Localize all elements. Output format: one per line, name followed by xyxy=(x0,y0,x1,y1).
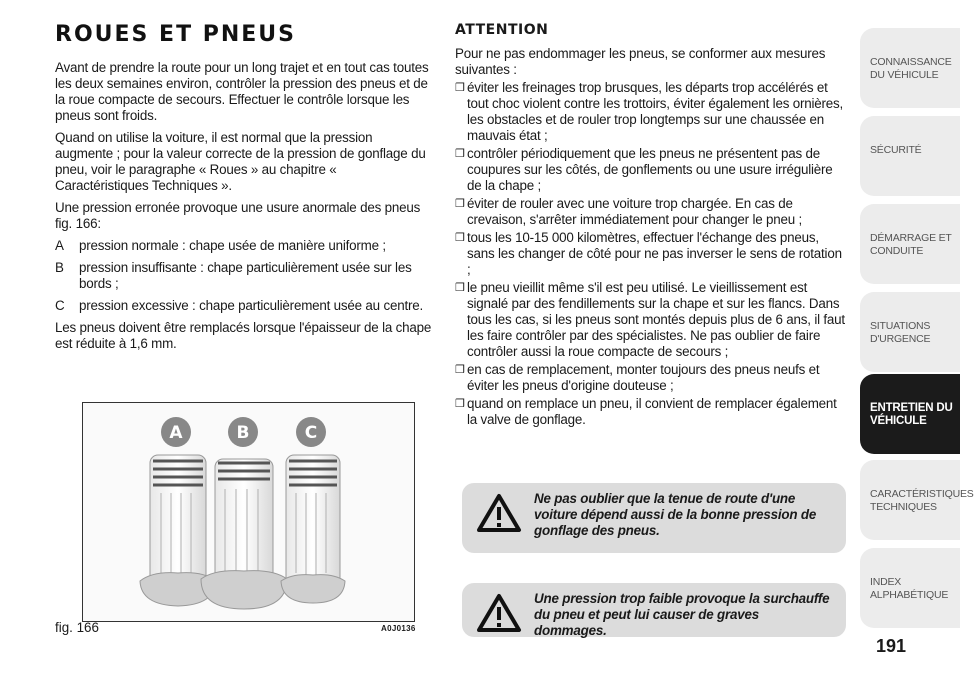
checkbox-icon: ❒ xyxy=(455,282,465,294)
list-item: ❒ éviter de rouler avec une voiture trop chargée. En cas de crevaison, s'arrêter immédiatement pour changer le pneu ; xyxy=(455,196,803,227)
definition-item xyxy=(55,238,433,254)
label-a-text: A xyxy=(169,423,183,443)
tab-securite[interactable]: SÉCURITÉ xyxy=(860,116,960,196)
list-item: ❒ en cas de remplacement, monter toujours des pneus neufs et éviter les pneus d'origine douteuse ; xyxy=(455,362,820,393)
list-item: ❒ le pneu vieillit même s'il est peu utilisé. Le vieillissement est signalé par des fendillements sur la chape et sur les flancs. Dans tous les cas, si les pneus sont montés depuis plus de 6 ans, il faut les faire contrôler par des spécialistes. Ne pas oublier de faire contrôler aussi la roue compacte de secours ; xyxy=(455,280,845,359)
definition-item xyxy=(55,260,433,292)
tab-entretien-vehicule[interactable]: ENTRETIEN DU VÉHICULE xyxy=(860,374,960,454)
definition-item xyxy=(55,298,433,314)
warning-box xyxy=(462,483,846,553)
tab-caracteristiques-techniques[interactable]: CARACTÉRISTIQUES TECHNIQUES xyxy=(860,460,960,540)
page-title: ROUES ET PNEUS xyxy=(55,22,297,47)
list-item: ❒ tous les 10-15 000 kilomètres, effectuer l'échange des pneus, sans les changer de côté pour ne pas inverser le sens de rotation ; xyxy=(455,230,842,277)
checkbox-icon: ❒ xyxy=(455,364,465,376)
left-column xyxy=(55,60,433,358)
page-number: 191 xyxy=(876,636,907,656)
definition-text: pression normale : chape usée de manière uniforme ; xyxy=(79,238,386,253)
tire-b xyxy=(201,459,287,609)
label-b xyxy=(228,417,258,447)
pressure-paragraph: Quand on utilise la voiture, il est normal que la pression augmente ; pour la valeur correcte de la pression de gonflage du pneu, voir le paragraphe « Roues » au chapitre « Caractéristiques Techniques ». xyxy=(55,130,426,193)
tab-connaissance-vehicule[interactable]: CONNAISSANCE DU VÉHICULE xyxy=(860,28,960,108)
figure-code: A0J0136 xyxy=(381,624,416,633)
checkbox-icon: ❒ xyxy=(455,232,465,244)
definition-list xyxy=(55,238,433,314)
figure-caption: fig. 166 xyxy=(55,620,99,635)
definition-text: pression excessive : chape particulièrement usée au centre. xyxy=(79,298,423,313)
definition-key: A xyxy=(55,238,64,253)
closing-paragraph: Les pneus doivent être remplacés lorsque l'épaisseur de la chape est réduite à 1,6 mm. xyxy=(55,320,432,351)
tire-c xyxy=(281,455,345,603)
right-column xyxy=(455,22,848,430)
checkbox-icon: ❒ xyxy=(455,198,465,210)
tab-index-alphabetique[interactable]: INDEX ALPHABÉTIQUE xyxy=(860,548,960,628)
attention-list xyxy=(455,80,848,428)
label-b-text: B xyxy=(236,423,250,443)
warning-triangle-icon xyxy=(476,493,522,533)
definition-key: B xyxy=(55,260,64,275)
attention-intro: Pour ne pas endommager les pneus, se conformer aux mesures suivantes : xyxy=(455,46,826,77)
checkbox-icon: ❒ xyxy=(455,148,465,160)
attention-heading: ATTENTION xyxy=(455,22,549,38)
label-c-text: C xyxy=(304,423,318,443)
checkbox-icon: ❒ xyxy=(455,82,465,94)
tire-wear-illustration xyxy=(83,403,414,621)
warning-text: Une pression trop faible provoque la surchauffe du pneu et peut lui causer de graves dommages. xyxy=(534,591,830,638)
list-item: ❒ éviter les freinages trop brusques, les départs trop accélérés et tout choc violent contre les trottoirs, éviter également les ornières, les obstacles et de rouler trop longtemps sur une chaussée en mauvais état ; xyxy=(455,80,844,143)
tab-situations-urgence[interactable]: SITUATIONS D'URGENCE xyxy=(860,292,960,372)
warning-triangle-icon xyxy=(476,593,522,633)
warning-text: Ne pas oublier que la tenue de route d'une voiture dépend aussi de la bonne pression de gonflage des pneus. xyxy=(534,491,817,538)
definition-text: pression insuffisante : chape particulièrement usée sur les bords ; xyxy=(79,260,412,291)
list-item: ❒ contrôler périodiquement que les pneus ne présentent pas de coupures sur les côtés, de gonflements ou une usure irrégulière de la chape ; xyxy=(455,146,833,193)
label-a xyxy=(161,417,191,447)
wear-paragraph: Une pression erronée provoque une usure anormale des pneus fig. 166: xyxy=(55,200,421,231)
checkbox-icon: ❒ xyxy=(455,398,465,410)
intro-paragraph: Avant de prendre la route pour un long trajet et en tout cas toutes les deux semaines environ, contrôler la pression des pneus et de la roue compacte de secours. Effectuer le contrôle lorsque les pneus sont froids. xyxy=(55,60,429,123)
label-c xyxy=(296,417,326,447)
warning-box xyxy=(462,583,846,637)
definition-key: C xyxy=(55,298,65,313)
list-item: ❒ quand on remplace un pneu, il convient de remplacer également la valve de gonflage. xyxy=(455,396,837,427)
tab-demarrage-conduite[interactable]: DÉMARRAGE ET CONDUITE xyxy=(860,204,960,284)
tire-wear-figure xyxy=(82,402,415,622)
